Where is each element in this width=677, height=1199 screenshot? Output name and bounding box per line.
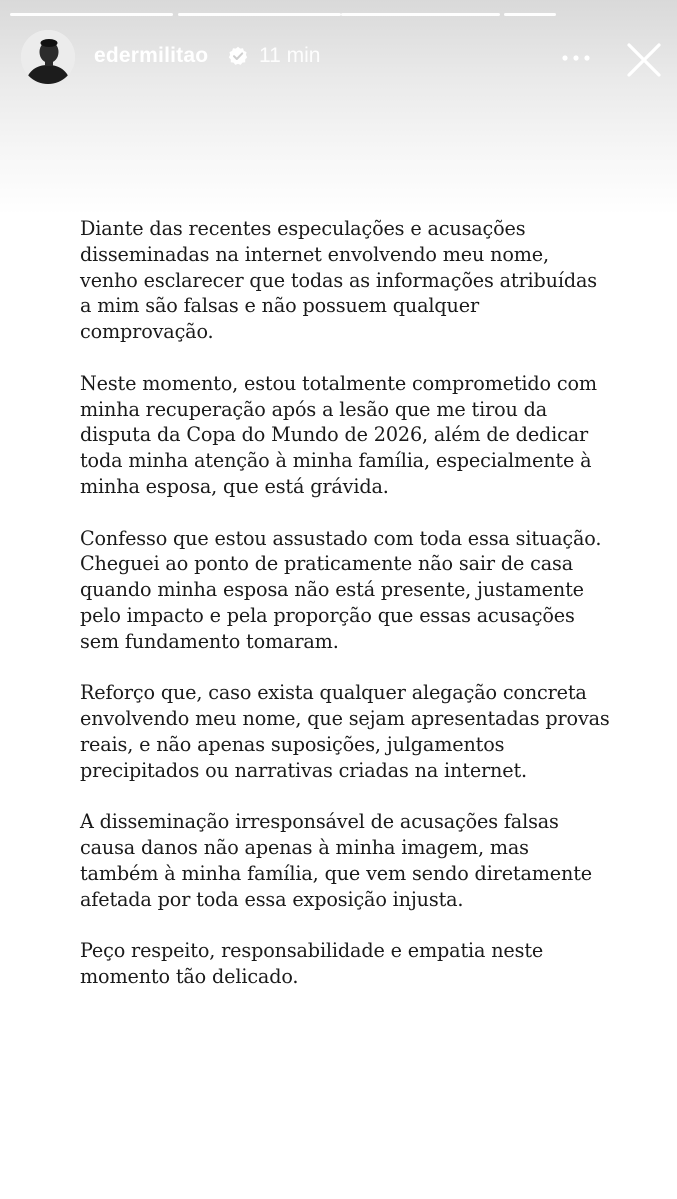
story-header <box>0 28 677 88</box>
message-line: Confesso que estou assustado com toda essa situação. <box>80 526 602 550</box>
message-line: comprovação. <box>80 320 214 344</box>
progress-segment-2 <box>178 13 341 16</box>
message-line: Peço respeito, responsabilidade e empatia neste <box>80 939 544 963</box>
progress-segment-3 <box>341 13 500 16</box>
message-line: também à minha família, que vem sendo diretamente <box>80 861 592 885</box>
message-line: disputa da Copa do Mundo de 2026, além de dedicar <box>80 423 589 447</box>
message-line: afetada por toda essa exposição injusta. <box>80 887 464 911</box>
message-line: Diante das recentes especulações e acusações <box>80 217 526 240</box>
message-line: minha recuperação após a lesão que me tirou da <box>80 397 548 421</box>
post-timestamp: 11 min <box>259 44 321 67</box>
message-line: reais, e não apenas suposições, julgamentos <box>80 732 505 756</box>
message-line: venho esclarecer que todas as informações atribuídas <box>80 268 597 292</box>
message-line: disseminadas na internet envolvendo meu nome, <box>80 242 549 266</box>
story-progress <box>10 13 676 17</box>
close-button[interactable] <box>622 38 666 82</box>
message-paragraph <box>80 680 640 783</box>
message-line: toda minha atenção à minha família, especialmente à <box>80 449 592 473</box>
message-line: sem fundamento tomaram. <box>80 629 339 653</box>
username[interactable]: edermilitao <box>94 44 209 67</box>
message-line: momento tão delicado. <box>80 965 299 989</box>
message-line: causa danos não apenas à minha imagem, mas <box>80 836 529 860</box>
close-icon <box>622 38 666 82</box>
message-paragraph <box>80 371 640 500</box>
message-line: Neste momento, estou totalmente comprometido com <box>80 371 597 395</box>
message-paragraph <box>80 526 640 655</box>
more-options-icon <box>556 46 596 70</box>
progress-segment-4 <box>504 13 556 16</box>
avatar-image <box>21 30 75 84</box>
message-line: Cheguei ao ponto de praticamente não sair de casa <box>80 552 574 576</box>
message-line: envolvendo meu nome, que sejam apresentadas provas <box>80 707 610 731</box>
progress-segment-1 <box>10 13 173 16</box>
message-line: a mim são falsas e não possuem qualquer <box>80 294 479 318</box>
message-line: minha esposa, que está grávida. <box>80 474 389 498</box>
message-line: quando minha esposa não está presente, justamente <box>80 578 584 602</box>
message-line: pelo impacto e pela proporção que essas acusações <box>80 603 575 627</box>
verified-badge-icon <box>228 46 248 66</box>
message-line: precipitados ou narrativas criadas na internet. <box>80 758 527 782</box>
message-line: Reforço que, caso exista qualquer alegação concreta <box>80 681 587 705</box>
story-message <box>80 216 640 1016</box>
avatar[interactable] <box>21 30 75 84</box>
message-paragraph <box>80 809 640 912</box>
message-paragraph <box>80 216 640 345</box>
more-options-button[interactable] <box>556 46 596 70</box>
message-paragraph <box>80 938 640 990</box>
message-line: A disseminação irresponsável de acusações falsas <box>80 810 559 834</box>
